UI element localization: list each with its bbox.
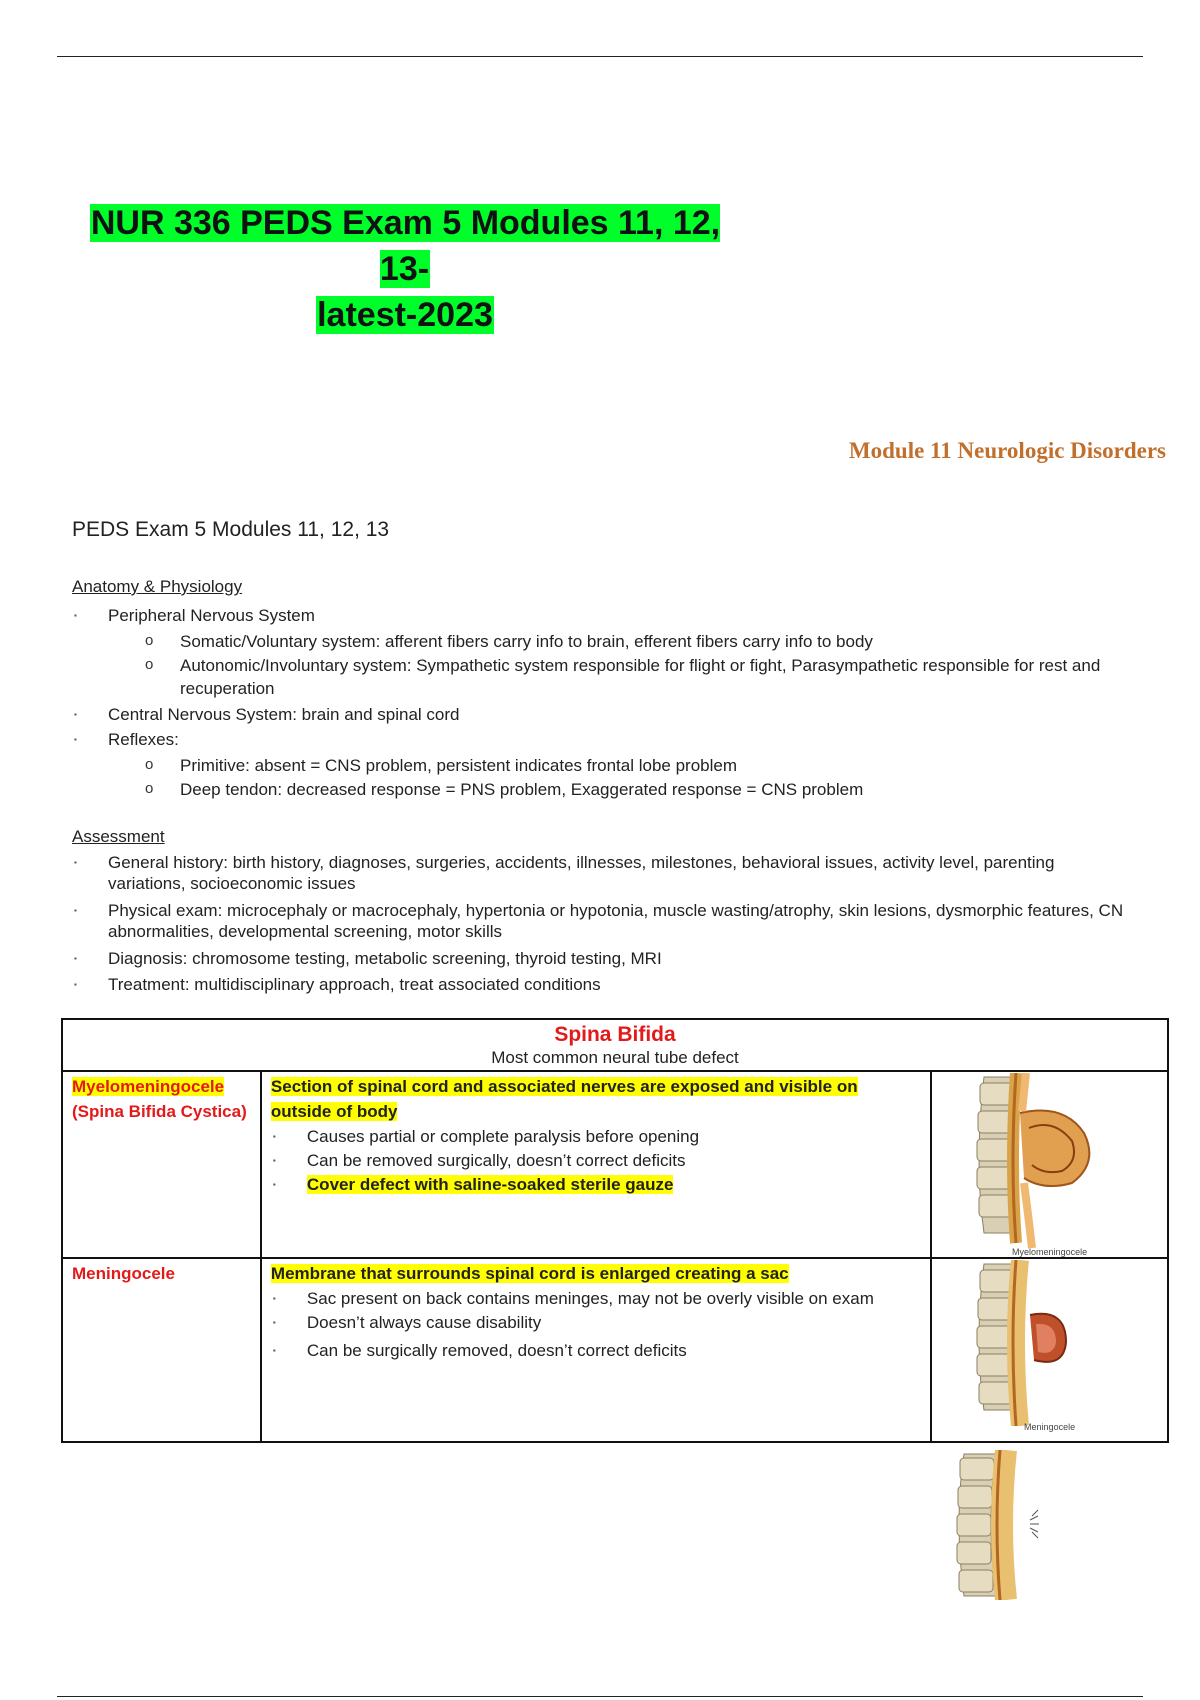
list-subitem: o Somatic/Voluntary system: afferent fibers carry info to brain, efferent fibers carry info to body xyxy=(72,630,1152,653)
anatomy-list xyxy=(72,605,1152,802)
spina-bifida-occulta-illustration xyxy=(940,1450,1080,1600)
list-item: ▪ Diagnosis: chromosome testing, metabolic screening, thyroid testing, MRI xyxy=(72,948,1132,969)
assessment-title: Assessment xyxy=(72,827,165,846)
description-cell xyxy=(261,1258,931,1442)
list-item: ▪ Can be surgically removed, doesn’t correct deficits xyxy=(271,1339,921,1363)
list-subitem: o Deep tendon: decreased response = PNS problem, Exaggerated response = CNS problem xyxy=(72,778,1152,801)
list-item: ▪ Causes partial or complete paralysis before opening xyxy=(271,1125,921,1149)
list-item: ▪ Can be removed surgically, doesn’t correct deficits xyxy=(271,1149,921,1173)
assessment-list xyxy=(72,852,1132,999)
list-item: ▪ Physical exam: microcephaly or macrocephaly, hypertonia or hypotonia, muscle wasting/atrophy, skin lesions, dysmorphic features, CN abnormalities, developmental screening, motor skills xyxy=(72,900,1132,942)
table-header xyxy=(62,1019,1168,1071)
description-list xyxy=(271,1287,921,1363)
list-item: ▪ Sac present on back contains meninges, may not be overly visible on exam xyxy=(271,1287,921,1311)
list-item: ▪ General history: birth history, diagnoses, surgeries, accidents, illnesses, milestones, behavioral issues, activity level, parenting variations, socioeconomic issues xyxy=(72,852,1132,894)
term-label: Meningocele xyxy=(72,1264,175,1283)
list-item: ▪ Doesn’t always cause disability xyxy=(271,1311,921,1335)
list-item xyxy=(271,1173,921,1197)
term-line-2: (Spina Bifida Cystica) xyxy=(72,1102,247,1121)
list-item: ▪ Peripheral Nervous System xyxy=(72,605,1152,626)
meningocele-illustration xyxy=(954,1260,1114,1426)
document-title xyxy=(75,200,735,338)
list-subitem: o Primitive: absent = CNS problem, persistent indicates frontal lobe problem xyxy=(72,754,1152,777)
term-label xyxy=(72,1074,251,1124)
list-item: ▪ Reflexes: xyxy=(72,729,1152,750)
list-subitem: o Autonomic/Involuntary system: Sympathetic system responsible for flight or fight, Parasympathetic responsible for rest and recuperation xyxy=(72,654,1152,700)
anatomy-title: Anatomy & Physiology xyxy=(72,577,243,596)
bottom-rule xyxy=(57,1696,1143,1697)
description-main xyxy=(271,1074,921,1124)
term-cell xyxy=(62,1071,261,1258)
table-title: Spina Bifida xyxy=(554,1023,676,1046)
image-caption: Meningocele xyxy=(1024,1422,1076,1432)
highlighted-text: Cover defect with saline-soaked sterile gauze xyxy=(306,1175,674,1194)
top-rule xyxy=(57,56,1143,57)
table-row xyxy=(62,1071,1168,1258)
description-text: Section of spinal cord and associated nerves are exposed and visible on outside of body xyxy=(270,1077,858,1121)
description-text: Membrane that surrounds spinal cord is enlarged creating a sac xyxy=(270,1264,789,1283)
term-cell xyxy=(62,1258,261,1442)
list-item: ▪ Treatment: multidisciplinary approach, treat associated conditions xyxy=(72,974,1132,995)
module-heading: Module 11 Neurologic Disorders xyxy=(848,438,1166,463)
title-line-1: NUR 336 PEDS Exam 5 Modules 11, 12, 13- xyxy=(90,204,721,288)
description-main xyxy=(271,1261,921,1286)
doc-heading: PEDS Exam 5 Modules 11, 12, 13 xyxy=(72,518,390,541)
table-subtitle: Most common neural tube defect xyxy=(491,1048,739,1067)
myelomeningocele-illustration xyxy=(954,1073,1114,1251)
description-cell xyxy=(261,1071,931,1258)
list-item: ▪ Central Nervous System: brain and spinal cord xyxy=(72,704,1152,725)
image-caption: Myelomeningocele xyxy=(1012,1247,1088,1257)
term-line-1: Myelomeningocele xyxy=(72,1077,225,1096)
image-cell xyxy=(931,1071,1168,1258)
description-list xyxy=(271,1125,921,1197)
table-row xyxy=(62,1258,1168,1442)
image-cell xyxy=(931,1258,1168,1442)
spina-bifida-table xyxy=(61,1018,1169,1443)
title-line-2: latest-2023 xyxy=(317,296,493,334)
